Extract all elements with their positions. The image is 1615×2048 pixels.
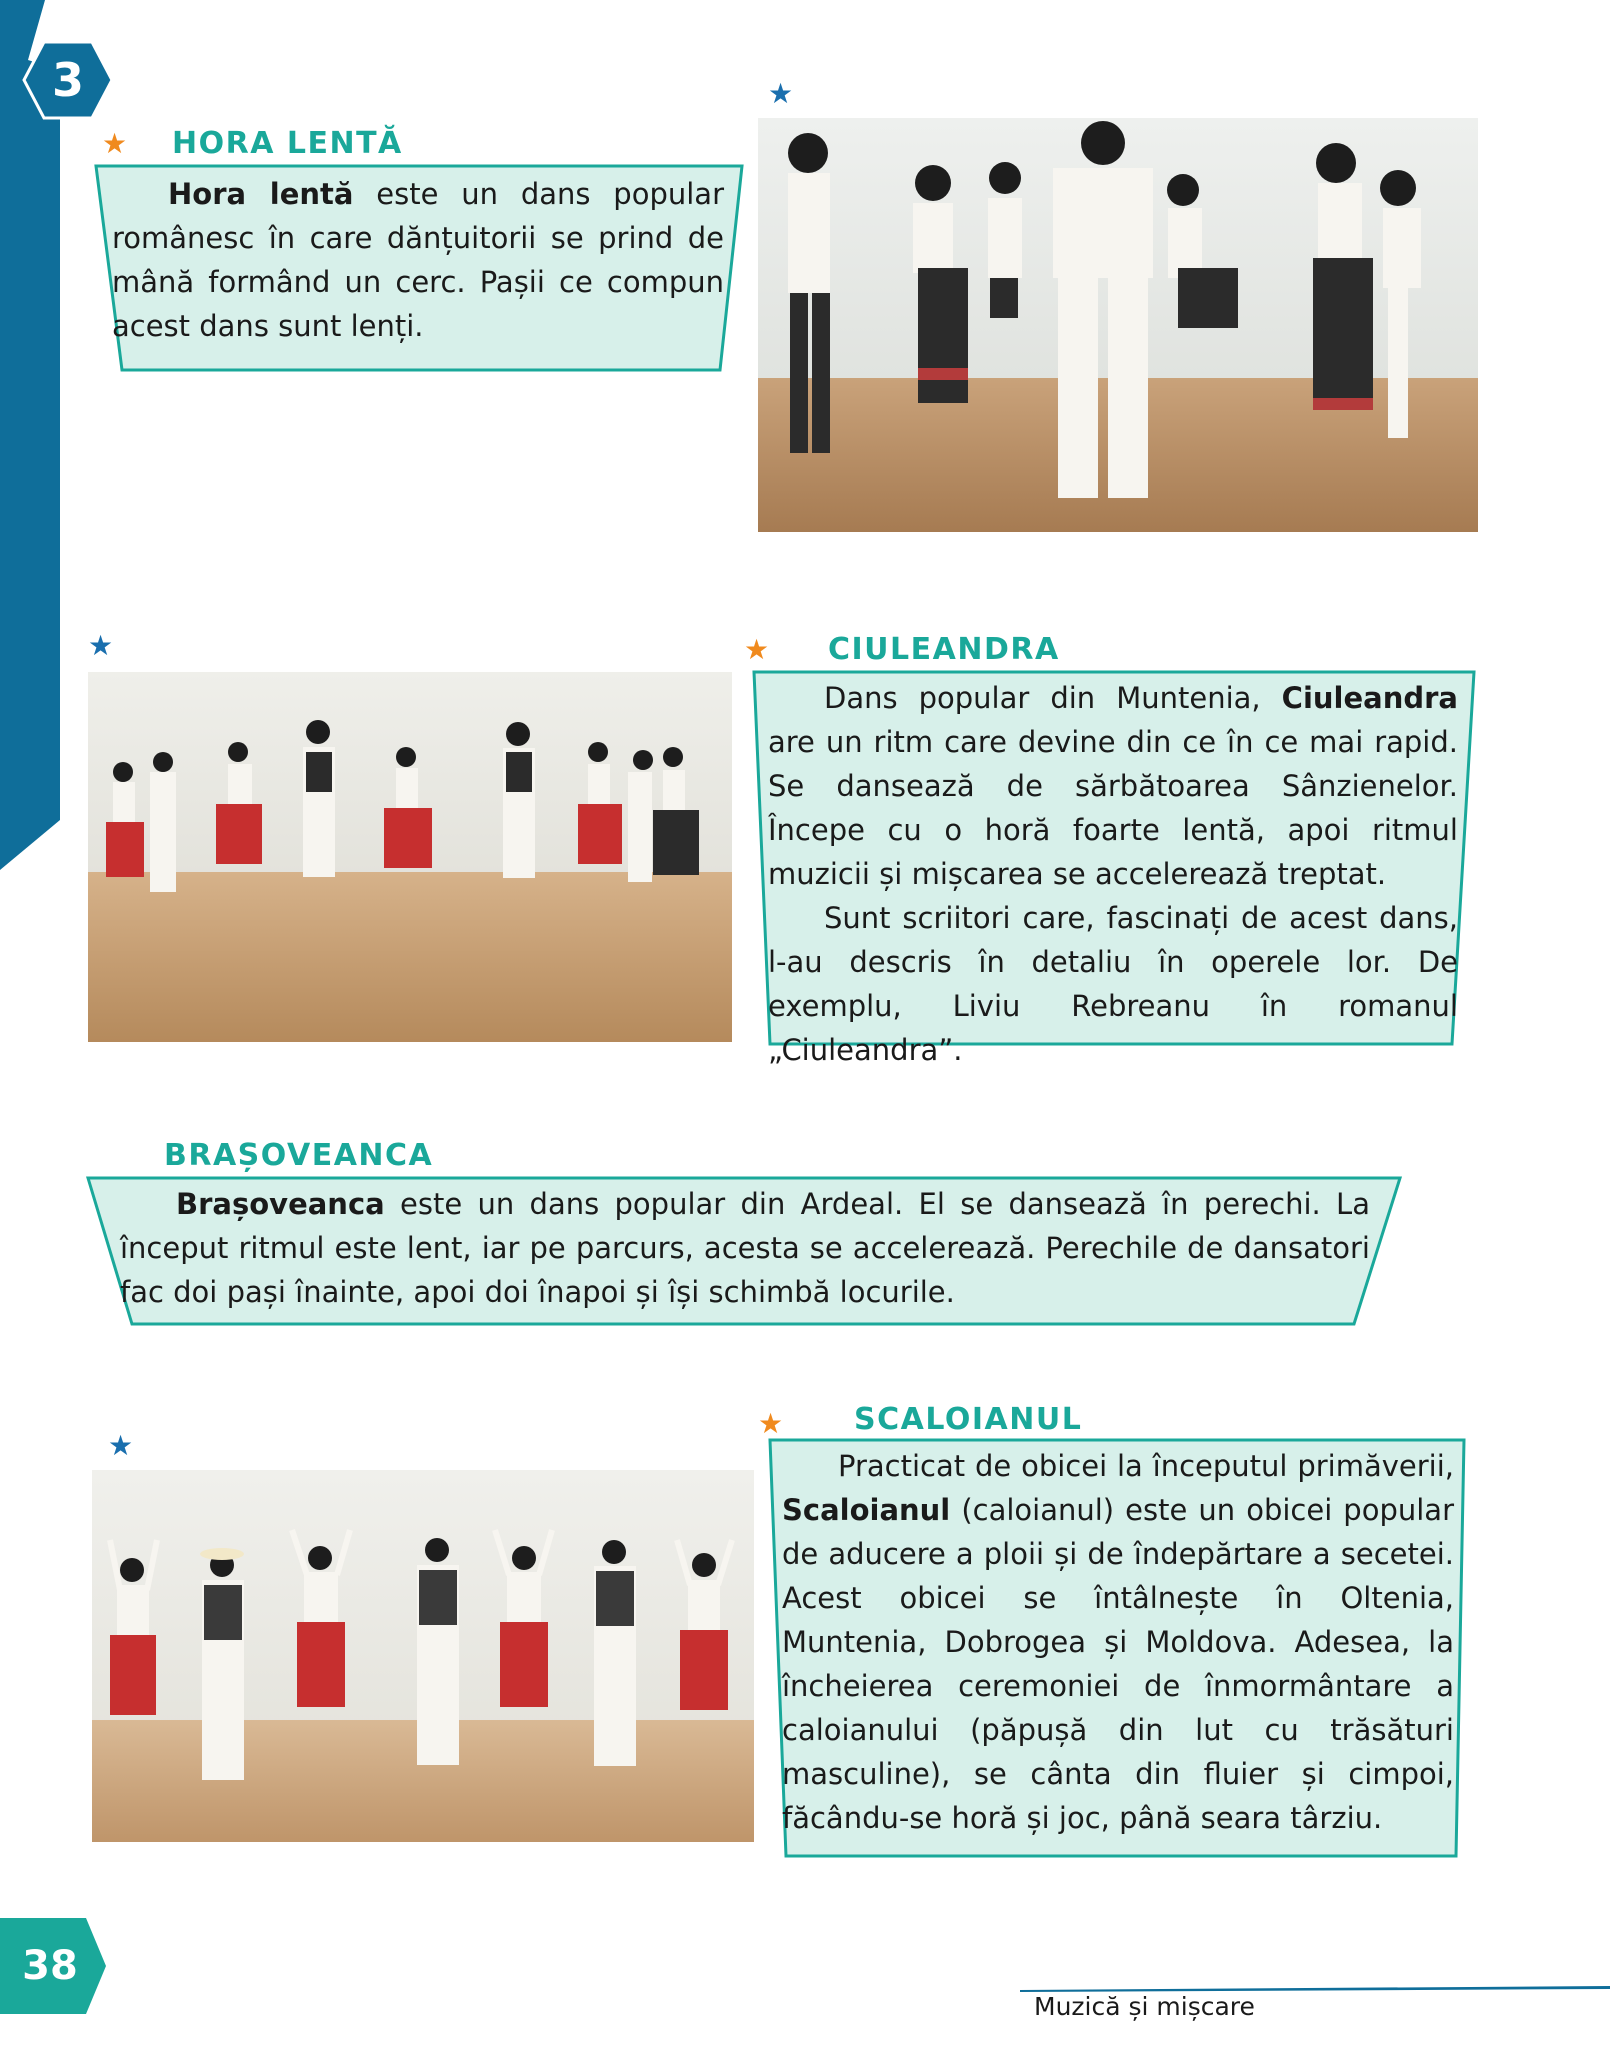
section-title-hora: HORA LENTĂ: [172, 126, 403, 161]
text-box-scaloianul: [768, 1438, 1468, 1860]
text-box-ciuleandra: [752, 670, 1478, 1067]
paragraph: Practicat de obicei la începutul primăverii, Scaloianul (caloianul) este un obicei popular de aducere a ploii și de îndepărtare a secetei. Acest obicei se întâlnește în Oltenia, Muntenia, Dobrogea și Moldova. Adesea, la încheierea ceremoniei de înmormântare a caloianului (păpușă din lut cu trăsături masculine), se cânta din fluier și cimpoi, făcându-se horă și joc, până seara târziu.: [782, 1449, 1454, 1835]
star-icon: ★: [758, 1408, 784, 1439]
paragraph: Hora lentă este un dans popular românesc în care dănțuitorii se prind de mână formând un cerc. Pașii ce compun acest dans sunt lenți.: [112, 177, 724, 343]
star-icon: ★: [88, 630, 114, 661]
photo-hora-dancers: [758, 118, 1478, 532]
star-icon: ★: [744, 634, 770, 665]
star-icon: ★: [102, 128, 128, 159]
text-box-brasoveanca: [86, 1176, 1404, 1328]
photo-ciuleandra-dancers: [88, 672, 732, 1042]
sidebar-band: [0, 0, 90, 880]
page-number-badge: [0, 1918, 110, 2014]
photo-scaloianul-dancers: [92, 1470, 754, 1842]
section-title-ciuleandra: CIULEANDRA: [828, 632, 1060, 667]
paragraph: Sunt scriitori care, fascinați de acest dans, l-au descris în detaliu în operele lor. De exemplu, Liviu Rebreanu în romanul „Ciuleandra”.: [768, 901, 1458, 1067]
section-title-brasoveanca: BRAȘOVEANCA: [164, 1138, 434, 1173]
chapter-badge: [22, 40, 114, 120]
section-title-scaloianul: SCALOIANUL: [854, 1402, 1083, 1437]
footer-text: Muzică și mișcare: [1034, 1992, 1255, 2021]
chapter-number: 3: [51, 53, 84, 107]
star-icon: ★: [768, 78, 794, 109]
paragraph: Brașoveanca este un dans popular din Ardeal. El se dansează în perechi. La început ritmul este lent, iar pe parcurs, acesta se accelerează. Perechile de dansatori fac doi pași înainte, apoi doi înapoi și își schimbă locurile.: [120, 1187, 1370, 1309]
star-icon: ★: [108, 1430, 134, 1461]
paragraph: Dans popular din Muntenia, Ciuleandra are un ritm care devine din ce în ce mai rapid. Se dansează de sărbătoarea Sânzienelor. Începe cu o horă foarte lentă, apoi ritmul muzicii și mișcarea se accelerează treptat.: [768, 681, 1458, 891]
page-number: 38: [22, 1943, 78, 1989]
text-box-hora: [94, 164, 746, 374]
